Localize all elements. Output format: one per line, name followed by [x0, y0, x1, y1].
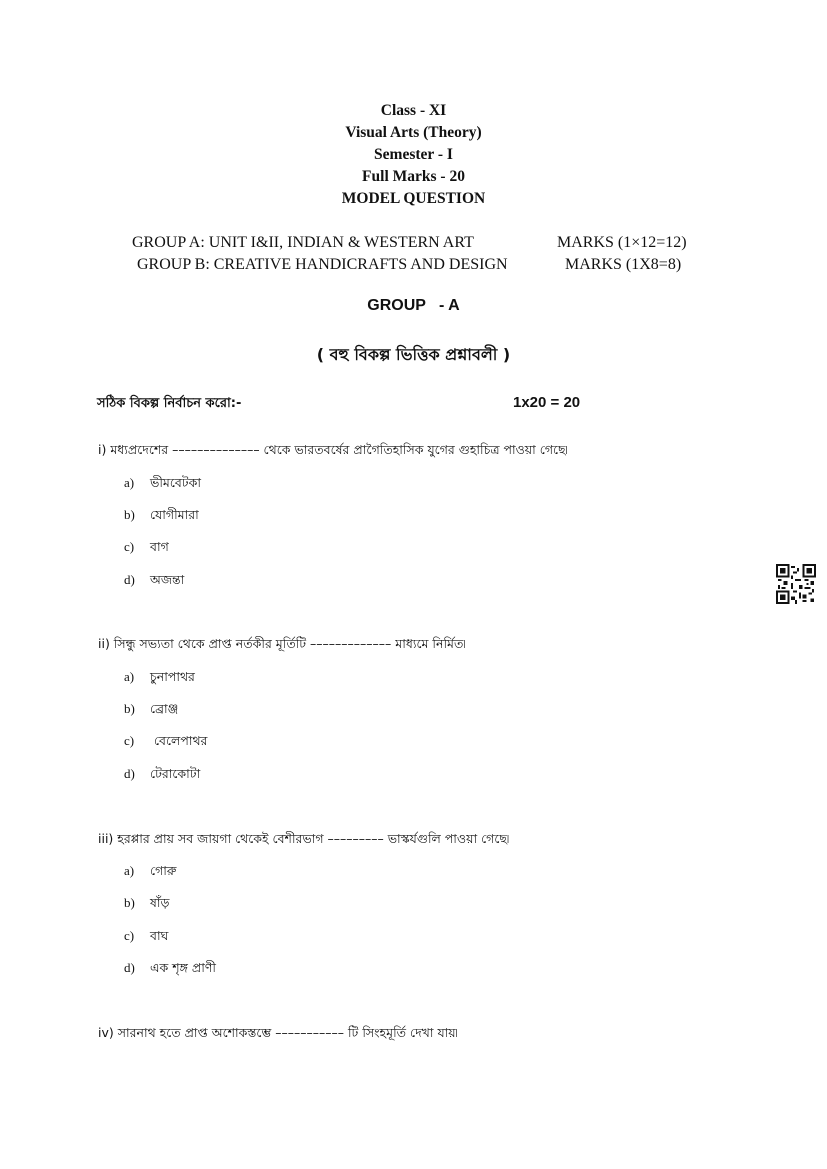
- group-title: GROUP - A: [367, 297, 460, 314]
- option-letter: a): [124, 475, 135, 490]
- option-text: ষাঁড়: [150, 895, 170, 910]
- question-4: iv) সারনাথ হতে প্রাপ্ত অশোকস্তম্ভে ––––––––––– টি সিংহমূর্তি দেখা যায়৷: [98, 1025, 458, 1040]
- option-letter: a): [124, 669, 135, 684]
- option-letter: c): [124, 928, 135, 943]
- q3-option-a: [124, 863, 176, 883]
- option-text: এক শৃঙ্গ প্রাণী: [150, 960, 216, 975]
- q1-option-c: [124, 539, 169, 559]
- q1-option-a: [124, 475, 201, 495]
- question-3: iii) হরপ্পার প্রায় সব জায়গা থেকেই বেশীরভাগ ––––––––– ভাস্কর্যগুলি পাওয়া গেছে৷: [98, 831, 510, 846]
- q2-option-d: [124, 766, 200, 786]
- option-letter: d): [124, 766, 135, 781]
- q3-option-c: [124, 928, 168, 948]
- group-b-label: GROUP B: CREATIVE HANDICRAFTS AND DESIGN: [137, 256, 508, 273]
- option-text: বাঘ: [150, 928, 169, 943]
- option-text: টেরাকোটা: [150, 766, 201, 781]
- option-letter: b): [124, 507, 135, 522]
- group-a-marks: MARKS (1×12=12): [557, 234, 687, 251]
- option-text: ব্রোঞ্জ: [150, 701, 179, 716]
- model-question-line: MODEL QUESTION: [341, 190, 486, 207]
- option-letter: b): [124, 701, 135, 716]
- instruction: সঠিক বিকল্প নির্বাচন করো:-: [97, 396, 242, 411]
- q2-option-b: [124, 701, 178, 721]
- option-text: বেলেপাথর: [150, 733, 208, 748]
- option-letter: c): [124, 733, 135, 748]
- option-text: চুনাপাথর: [150, 669, 195, 684]
- option-letter: b): [124, 895, 135, 910]
- option-text: বাগ: [150, 539, 169, 554]
- group-a-label: GROUP A: UNIT I&II, INDIAN & WESTERN ART: [132, 234, 474, 251]
- semester-line: Semester - I: [374, 146, 453, 163]
- full-marks-line: Full Marks - 20: [362, 168, 465, 185]
- option-letter: d): [124, 960, 135, 975]
- qr-code-icon: [776, 564, 816, 604]
- marks-total: 1x20 = 20: [513, 394, 581, 411]
- option-letter: c): [124, 539, 135, 554]
- subject-line: Visual Arts (Theory): [345, 124, 482, 141]
- option-text: অজন্তা: [150, 572, 185, 587]
- group-b-marks: MARKS (1X8=8): [565, 256, 682, 273]
- option-text: যোগীমারা: [150, 507, 199, 522]
- option-letter: d): [124, 572, 135, 587]
- q2-option-a: [124, 669, 195, 689]
- section-subtitle: ( বহু বিকল্প ভিত্তিক প্রশ্নাবলী ): [316, 345, 511, 364]
- q3-option-b: [124, 895, 169, 915]
- option-text: গোরু: [150, 863, 177, 878]
- q2-option-c: [124, 733, 207, 753]
- option-letter: a): [124, 863, 135, 878]
- q1-option-b: [124, 507, 199, 527]
- question-2: ii) সিন্ধু সভ্যতা থেকে প্রাপ্ত নর্তকীর মূর্তিটি ––––––––––––– মাধ্যমে নির্মিত৷: [98, 636, 466, 651]
- q3-option-d: [124, 960, 216, 980]
- option-text: ভীমবেটকা: [150, 475, 201, 490]
- paper-header: [0, 100, 827, 210]
- class-line: Class - XI: [380, 102, 447, 119]
- q1-option-d: [124, 572, 184, 592]
- question-1: i) মধ্যপ্রদেশের –––––––––––––– থেকে ভারতবর্ষের প্রাগৈতিহাসিক যুগের গুহাচিত্র পাওয়া গেছে৷: [98, 442, 568, 457]
